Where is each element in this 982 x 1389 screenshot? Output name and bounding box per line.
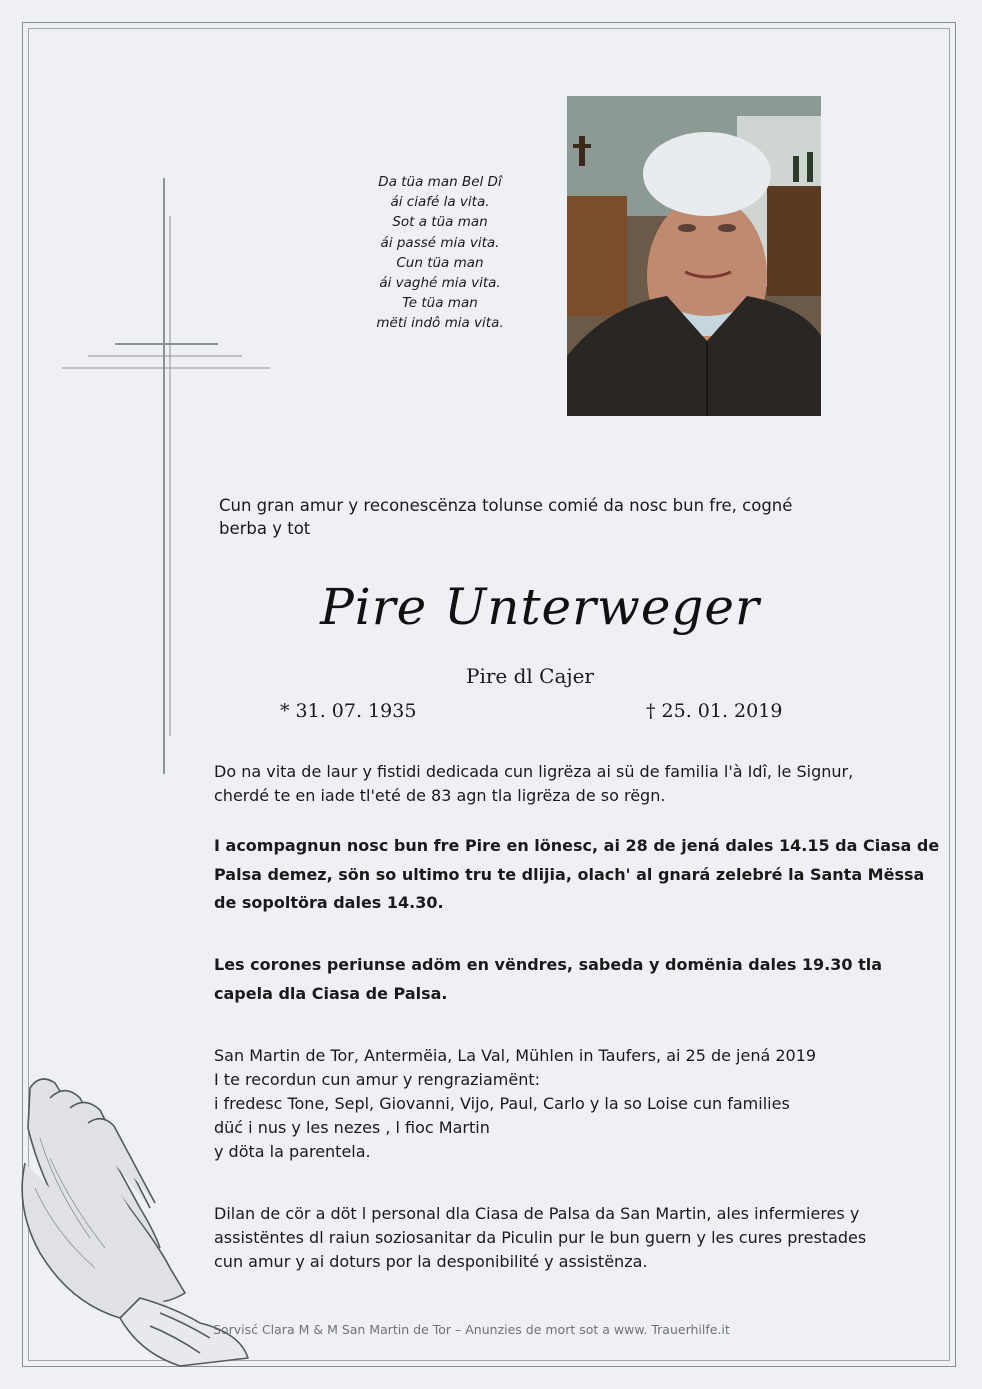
deceased-name: Pire Unterweger bbox=[320, 578, 760, 636]
poem-line: ái ciafé la vita. bbox=[390, 194, 490, 211]
poem-line: mëti indô mia vita. bbox=[376, 315, 504, 332]
text-line: San Martin de Tor, Antermëia, La Val, Mühlen in Taufers, ai 25 de jená 2019 bbox=[214, 1046, 817, 1065]
text-line: de sopoltöra dales 14.30. bbox=[214, 893, 444, 912]
poem-line: Sot a tüa man bbox=[392, 214, 488, 231]
text-line: düć i nus y les nezes , l fioc Martin bbox=[214, 1118, 490, 1137]
text-line: assistëntes dl raiun soziosanitar da Piculin pur le bun guern y les cures prestades bbox=[214, 1228, 867, 1247]
death-date: † 25. 01. 2019 bbox=[646, 700, 783, 722]
paragraph-life bbox=[214, 760, 884, 808]
intro-text bbox=[219, 494, 829, 540]
intro-line: Cun gran amur y reconescënza tolunse comié da nosc bun fre, cogné bbox=[219, 496, 793, 515]
text-line: cherdé te en iade tl'eté de 83 agn tla ligrëza de so rëgn. bbox=[214, 786, 666, 805]
footer-credit: Sorvisć Clara M & M San Martin de Tor – Anunzies de mort sot a www. Trauerhilfe.it bbox=[213, 1322, 730, 1337]
birth-date: * 31. 07. 1935 bbox=[280, 700, 417, 722]
text-line: i fredesc Tone, Sepl, Giovanni, Vijo, Paul, Carlo y la so Loise cun families bbox=[214, 1094, 790, 1113]
text-line: Palsa demez, sön so ultimo tru te dlijia, olach' al gnará zelebré la Santa Mëssa bbox=[214, 864, 925, 884]
portrait-photo bbox=[567, 96, 821, 416]
text-line: Les corones periunse adöm en vëndres, sabeda y domënia dales 19.30 tla bbox=[214, 955, 883, 974]
text-line: Do na vita de laur y fistidi dedicada cun ligrëza ai sü de familia l'à Idî, le Signur, bbox=[214, 762, 854, 781]
intro-line: berba y tot bbox=[219, 519, 311, 538]
paragraph-funeral bbox=[214, 832, 940, 918]
text-line: cun amur y ai doturs por la desponibilité y assistënza. bbox=[214, 1252, 648, 1271]
paragraph-mourners bbox=[214, 1044, 884, 1164]
text-line: I acompagnun nosc bun fre Pire en lönesc, ai 28 de jená dales 14.15 da Ciasa de bbox=[214, 836, 940, 855]
poem-line: ái vaghé mia vita. bbox=[379, 275, 501, 292]
nickname: Pire dl Cajer bbox=[466, 664, 594, 688]
poem-line: Da tüa man Bel Dî bbox=[378, 174, 502, 190]
poem-line: Te tüa man bbox=[402, 295, 478, 312]
text-line: capela dla Ciasa de Palsa. bbox=[214, 984, 448, 1003]
poem bbox=[330, 172, 550, 334]
cross-icon bbox=[60, 176, 272, 776]
paragraph-rosary bbox=[214, 950, 884, 1008]
poem-line: Cun tüa man bbox=[396, 254, 484, 271]
poem-line: ái passé mia vita. bbox=[380, 234, 500, 251]
text-line: y döta la parentela. bbox=[214, 1142, 371, 1161]
text-line: Dilan de cör a döt l personal dla Ciasa de Palsa da San Martin, ales infermieres y bbox=[214, 1204, 860, 1223]
text-line: I te recordun cun amur y rengraziamënt: bbox=[214, 1070, 541, 1089]
paragraph-thanks bbox=[214, 1202, 884, 1274]
